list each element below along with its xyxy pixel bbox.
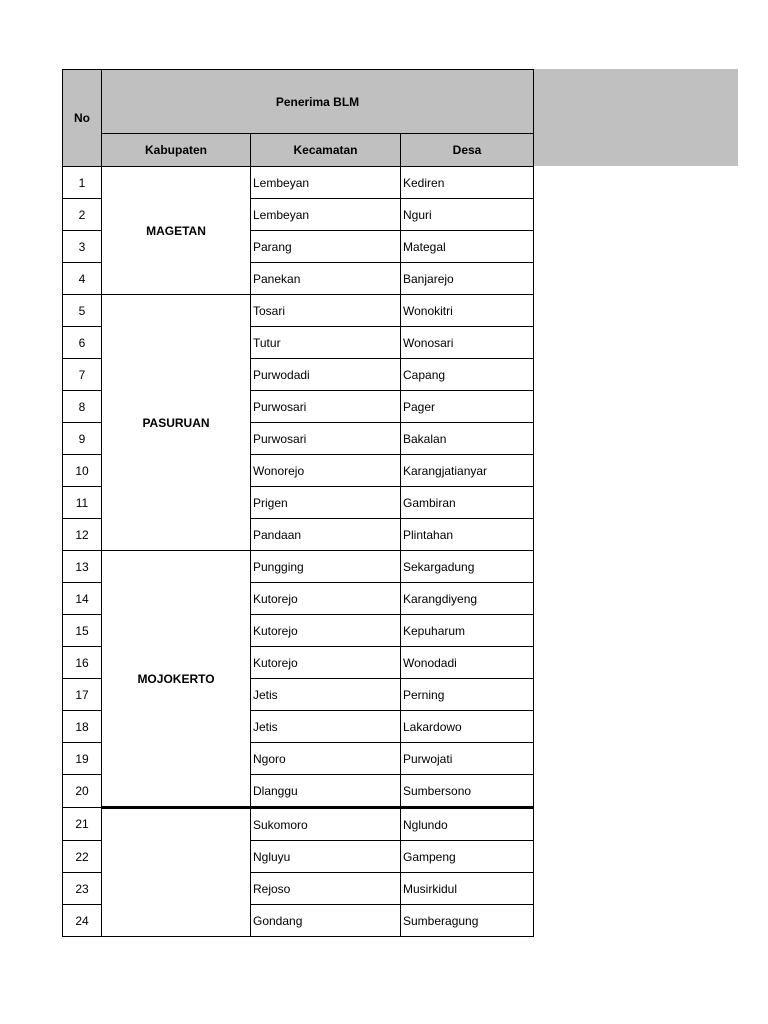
cell-kecamatan[interactable]: Panekan <box>251 263 401 295</box>
cell-no[interactable]: 11 <box>63 487 102 519</box>
cell-kecamatan[interactable]: Lembeyan <box>251 167 401 199</box>
cell-desa[interactable]: Gampeng <box>401 841 534 873</box>
cell-desa[interactable]: Purwojati <box>401 743 534 775</box>
cell-kabupaten[interactable]: MOJOKERTO <box>102 551 251 808</box>
column-header-no: No <box>63 70 102 167</box>
cell-desa[interactable]: Bakalan <box>401 423 534 455</box>
cell-no[interactable]: 21 <box>63 808 102 841</box>
cell-no[interactable]: 10 <box>63 455 102 487</box>
blm-recipient-table <box>62 69 534 937</box>
cell-kecamatan[interactable]: Kutorejo <box>251 583 401 615</box>
cell-desa[interactable]: Plintahan <box>401 519 534 551</box>
cell-no[interactable]: 13 <box>63 551 102 583</box>
cell-desa[interactable]: Sumbersono <box>401 775 534 808</box>
cell-no[interactable]: 3 <box>63 231 102 263</box>
cell-no[interactable]: 8 <box>63 391 102 423</box>
cell-desa[interactable]: Banjarejo <box>401 263 534 295</box>
cell-no[interactable]: 1 <box>63 167 102 199</box>
cell-desa[interactable]: Capang <box>401 359 534 391</box>
cell-desa[interactable]: Gambiran <box>401 487 534 519</box>
cell-desa[interactable]: Wonokitri <box>401 295 534 327</box>
table-row <box>63 808 534 841</box>
cell-desa[interactable]: Nglundo <box>401 808 534 841</box>
cell-kecamatan[interactable]: Dlanggu <box>251 775 401 808</box>
cell-kabupaten[interactable] <box>102 808 251 937</box>
cell-kecamatan[interactable]: Pungging <box>251 551 401 583</box>
cell-kecamatan[interactable]: Jetis <box>251 711 401 743</box>
cell-no[interactable]: 20 <box>63 775 102 808</box>
cell-kecamatan[interactable]: Gondang <box>251 905 401 937</box>
cell-no[interactable]: 19 <box>63 743 102 775</box>
cell-kecamatan[interactable]: Purwosari <box>251 391 401 423</box>
cell-kecamatan[interactable]: Jetis <box>251 679 401 711</box>
cell-no[interactable]: 16 <box>63 647 102 679</box>
cell-kecamatan[interactable]: Ngoro <box>251 743 401 775</box>
cell-desa[interactable]: Wonosari <box>401 327 534 359</box>
cell-no[interactable]: 24 <box>63 905 102 937</box>
cell-desa[interactable]: Pager <box>401 391 534 423</box>
cell-kecamatan[interactable]: Kutorejo <box>251 647 401 679</box>
cell-kecamatan[interactable]: Rejoso <box>251 873 401 905</box>
header-fill-band <box>533 69 738 166</box>
cell-no[interactable]: 5 <box>63 295 102 327</box>
cell-desa[interactable]: Sumberagung <box>401 905 534 937</box>
cell-desa[interactable]: Kepuharum <box>401 615 534 647</box>
cell-kabupaten[interactable]: MAGETAN <box>102 167 251 295</box>
cell-no[interactable]: 15 <box>63 615 102 647</box>
cell-kecamatan[interactable]: Tutur <box>251 327 401 359</box>
cell-no[interactable]: 12 <box>63 519 102 551</box>
cell-kecamatan[interactable]: Purwosari <box>251 423 401 455</box>
cell-kecamatan[interactable]: Lembeyan <box>251 199 401 231</box>
cell-no[interactable]: 23 <box>63 873 102 905</box>
table-row <box>63 167 534 199</box>
table-row <box>63 551 534 583</box>
cell-kecamatan[interactable]: Sukomoro <box>251 808 401 841</box>
cell-no[interactable]: 17 <box>63 679 102 711</box>
cell-kabupaten[interactable]: PASURUAN <box>102 295 251 551</box>
column-header-kecamatan: Kecamatan <box>251 134 401 167</box>
cell-kecamatan[interactable]: Parang <box>251 231 401 263</box>
cell-desa[interactable]: Perning <box>401 679 534 711</box>
cell-no[interactable]: 22 <box>63 841 102 873</box>
cell-no[interactable]: 18 <box>63 711 102 743</box>
cell-no[interactable]: 4 <box>63 263 102 295</box>
cell-desa[interactable]: Mategal <box>401 231 534 263</box>
cell-no[interactable]: 6 <box>63 327 102 359</box>
cell-kecamatan[interactable]: Pandaan <box>251 519 401 551</box>
cell-kecamatan[interactable]: Wonorejo <box>251 455 401 487</box>
cell-desa[interactable]: Karangjatianyar <box>401 455 534 487</box>
column-header-desa: Desa <box>401 134 534 167</box>
cell-desa[interactable]: Wonodadi <box>401 647 534 679</box>
cell-desa[interactable]: Sekargadung <box>401 551 534 583</box>
cell-no[interactable]: 2 <box>63 199 102 231</box>
group-header-penerima-blm: Penerima BLM <box>102 70 534 134</box>
cell-no[interactable]: 9 <box>63 423 102 455</box>
cell-kecamatan[interactable]: Ngluyu <box>251 841 401 873</box>
cell-no[interactable]: 14 <box>63 583 102 615</box>
cell-kecamatan[interactable]: Kutorejo <box>251 615 401 647</box>
cell-kecamatan[interactable]: Prigen <box>251 487 401 519</box>
cell-no[interactable]: 7 <box>63 359 102 391</box>
column-header-kabupaten: Kabupaten <box>102 134 251 167</box>
cell-desa[interactable]: Musirkidul <box>401 873 534 905</box>
cell-desa[interactable]: Nguri <box>401 199 534 231</box>
cell-desa[interactable]: Lakardowo <box>401 711 534 743</box>
cell-kecamatan[interactable]: Purwodadi <box>251 359 401 391</box>
cell-desa[interactable]: Karangdiyeng <box>401 583 534 615</box>
table-row <box>63 295 534 327</box>
cell-desa[interactable]: Kediren <box>401 167 534 199</box>
cell-kecamatan[interactable]: Tosari <box>251 295 401 327</box>
